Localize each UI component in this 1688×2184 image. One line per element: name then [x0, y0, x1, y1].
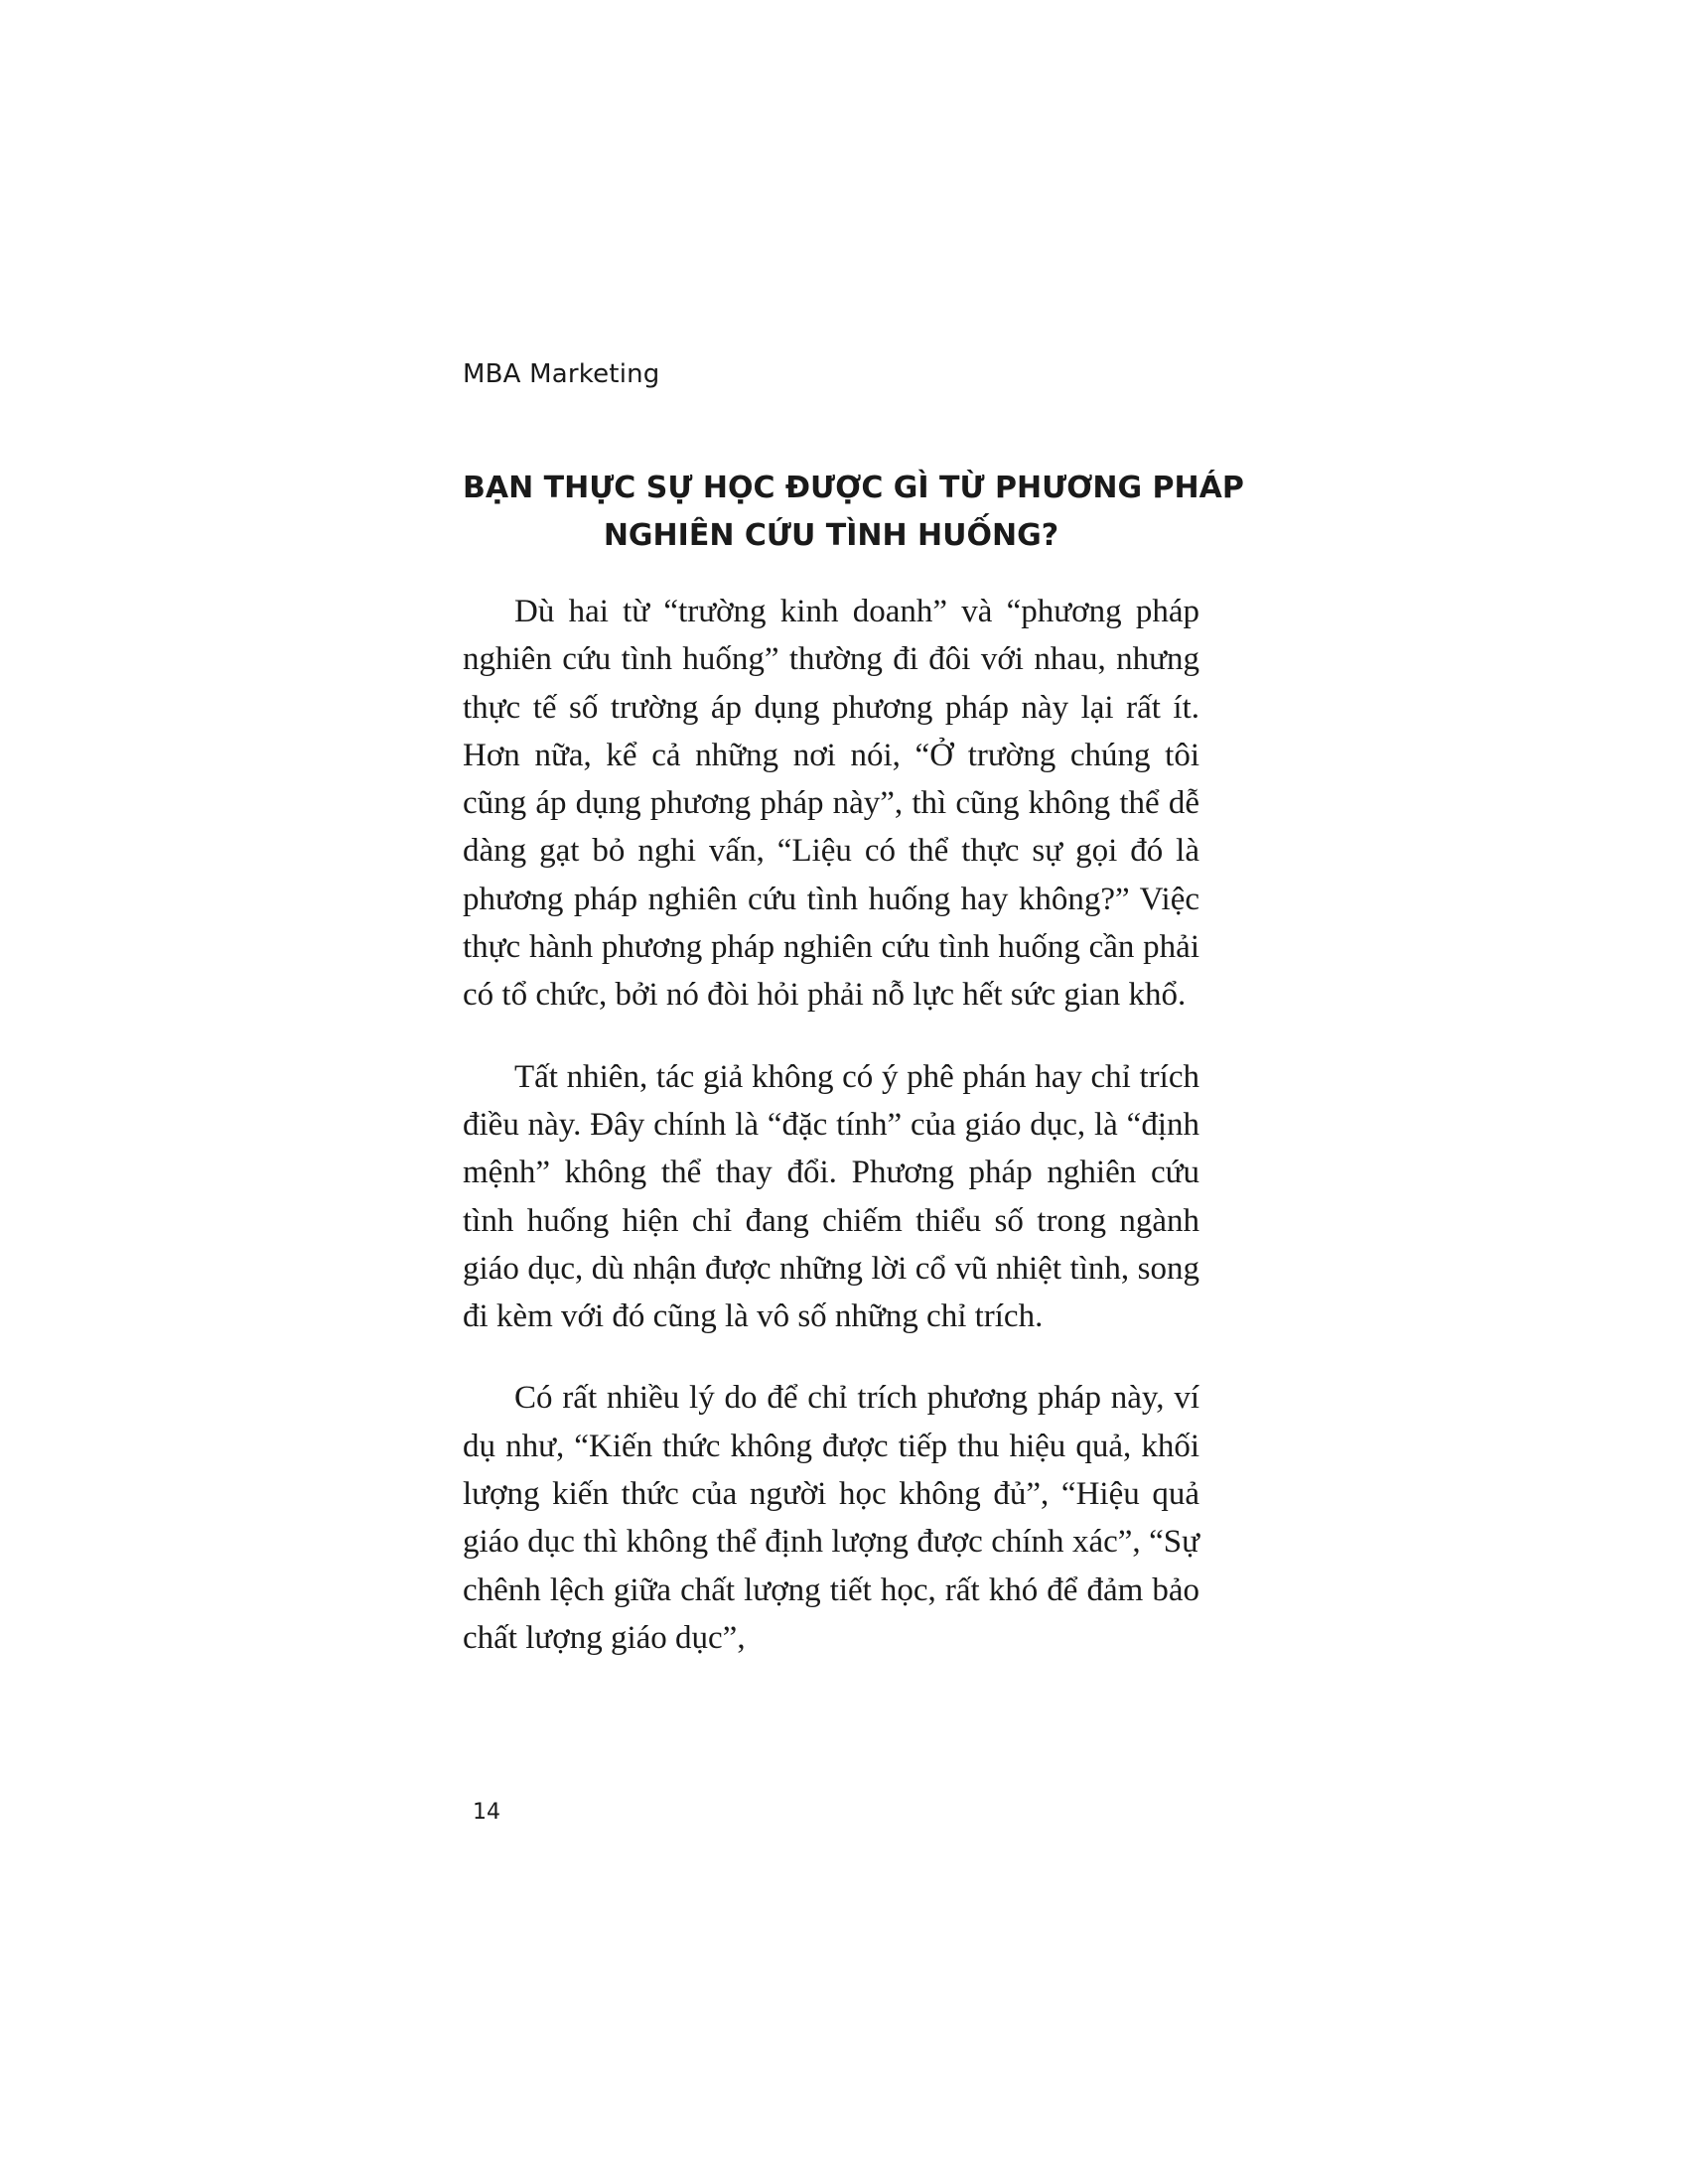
page-number: 14 — [473, 1800, 500, 1825]
section-heading-line-2: NGHIÊN CỨU TÌNH HUỐNG? — [603, 518, 1059, 553]
section-heading-line-1: BẠN THỰC SỰ HỌC ĐƯỢC GÌ TỪ PHƯƠNG PHÁP — [463, 471, 1244, 505]
running-header: MBA Marketing — [463, 359, 660, 389]
paragraph-3: Có rất nhiều lý do để chỉ trích phương pháp này, ví dụ như, “Kiến thức không được tiếp thu hiệu quả, khối lượng kiến thức của người học không đủ”, “Hiệu quả giáo dục thì không thể định lượng được chính xác”, “Sự chênh lệch giữa chất lượng tiết học, rất khó để đảm bảo chất lượng giáo dục”, — [463, 1380, 1199, 1656]
body-text — [463, 588, 1199, 1696]
paragraph-1: Dù hai từ “trường kinh doanh” và “phương pháp nghiên cứu tình huống” thường đi đôi với nhau, nhưng thực tế số trường áp dụng phương pháp này lại rất ít. Hơn nữa, kể cả những nơi nói, “Ở trường chúng tôi cũng áp dụng phương pháp này”, thì cũng không thể dễ dàng gạt bỏ nghi vấn, “Liệu có thể thực sự gọi đó là phương pháp nghiên cứu tình huống hay không?” Việc thực hành phương pháp nghiên cứu tình huống cần phải có tổ chức, bởi nó đòi hỏi phải nỗ lực hết sức gian khổ. — [463, 594, 1199, 1014]
paragraph-2: Tất nhiên, tác giả không có ý phê phán hay chỉ trích điều này. Đây chính là “đặc tính” của giáo dục, là “định mệnh” không thể thay đổi. Phương pháp nghiên cứu tình huống hiện chỉ đang chiếm thiểu số trong ngành giáo dục, dù nhận được những lời cổ vũ nhiệt tình, song đi kèm với đó cũng là vô số những chỉ trích. — [463, 1058, 1199, 1335]
section-heading — [463, 465, 1244, 560]
